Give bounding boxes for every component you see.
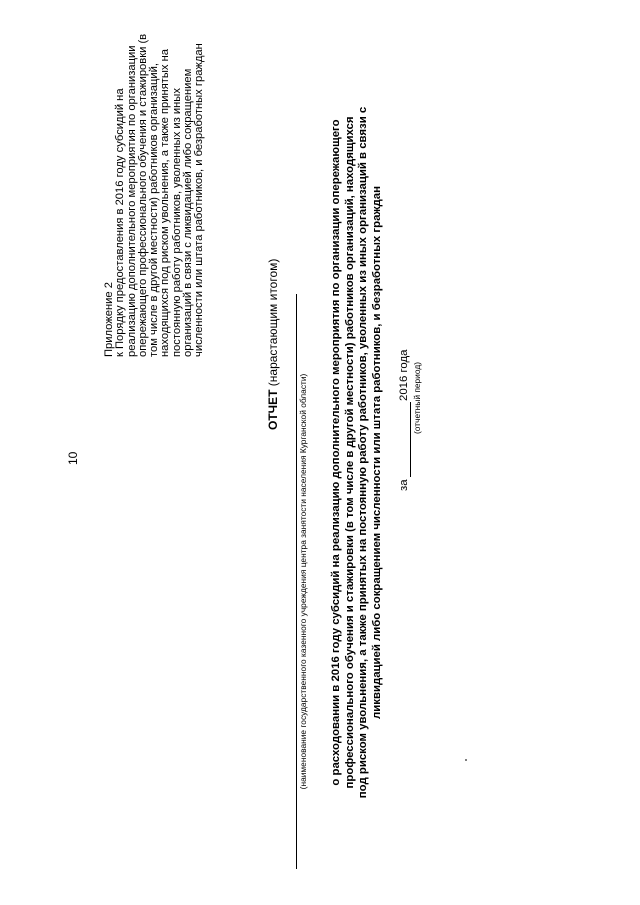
appendix-line: находящихся под риском увольнения, а также принятых на bbox=[159, 48, 172, 357]
scan-speck bbox=[465, 759, 467, 761]
reporting-period bbox=[398, 271, 412, 491]
appendix-line: реализацию дополнительного мероприятия по организации bbox=[125, 45, 138, 357]
appendix-line: численности или штата работников, и безработных граждан bbox=[193, 43, 206, 357]
appendix-block bbox=[103, 33, 206, 357]
appendix-line: постоянную работу работников, уволенных из иных bbox=[170, 88, 183, 357]
organization-caption: (наименование государственного казенного учреждения центра занятости населения Курганской области) bbox=[298, 373, 308, 790]
page-number: 10 bbox=[66, 451, 80, 465]
subject-line: под риском увольнения, а также принятых на постоянную работу работников, уволенных из иных организаций в связи с bbox=[357, 106, 369, 799]
report-note: (нарастающим итогом) bbox=[266, 258, 280, 390]
appendix-line: к Порядку предоставления в 2016 году субсидий на bbox=[114, 88, 127, 357]
subject-line: профессионального обучения и стажировки (в том числе в другой местности) работников организаций, находящихся bbox=[343, 116, 356, 789]
appendix-line: Приложение 2 bbox=[103, 282, 115, 357]
report-heading bbox=[266, 259, 280, 430]
period-prefix: за bbox=[398, 479, 410, 491]
report-subject bbox=[330, 0, 384, 905]
period-caption: (отчетный период) bbox=[412, 361, 422, 434]
period-blank-line bbox=[410, 402, 411, 477]
organization-name-line bbox=[296, 294, 297, 869]
report-title: ОТЧЕТ bbox=[266, 389, 280, 430]
appendix-line: том числе в другой местности) работников организаций, bbox=[148, 62, 161, 357]
period-year: 2016 года bbox=[398, 349, 410, 401]
appendix-line: опережающего профессионального обучения и стажировки (в bbox=[136, 33, 149, 357]
appendix-line: организаций в связи с ликвидацией либо сокращением bbox=[182, 68, 195, 357]
subject-line: о расходовании в 2016 году субсидий на реализацию дополнительного мероприятия по организации опережающего bbox=[330, 119, 342, 786]
subject-line: ликвидацией либо сокращением численности или штата работников, и безработных граждан bbox=[370, 186, 383, 719]
